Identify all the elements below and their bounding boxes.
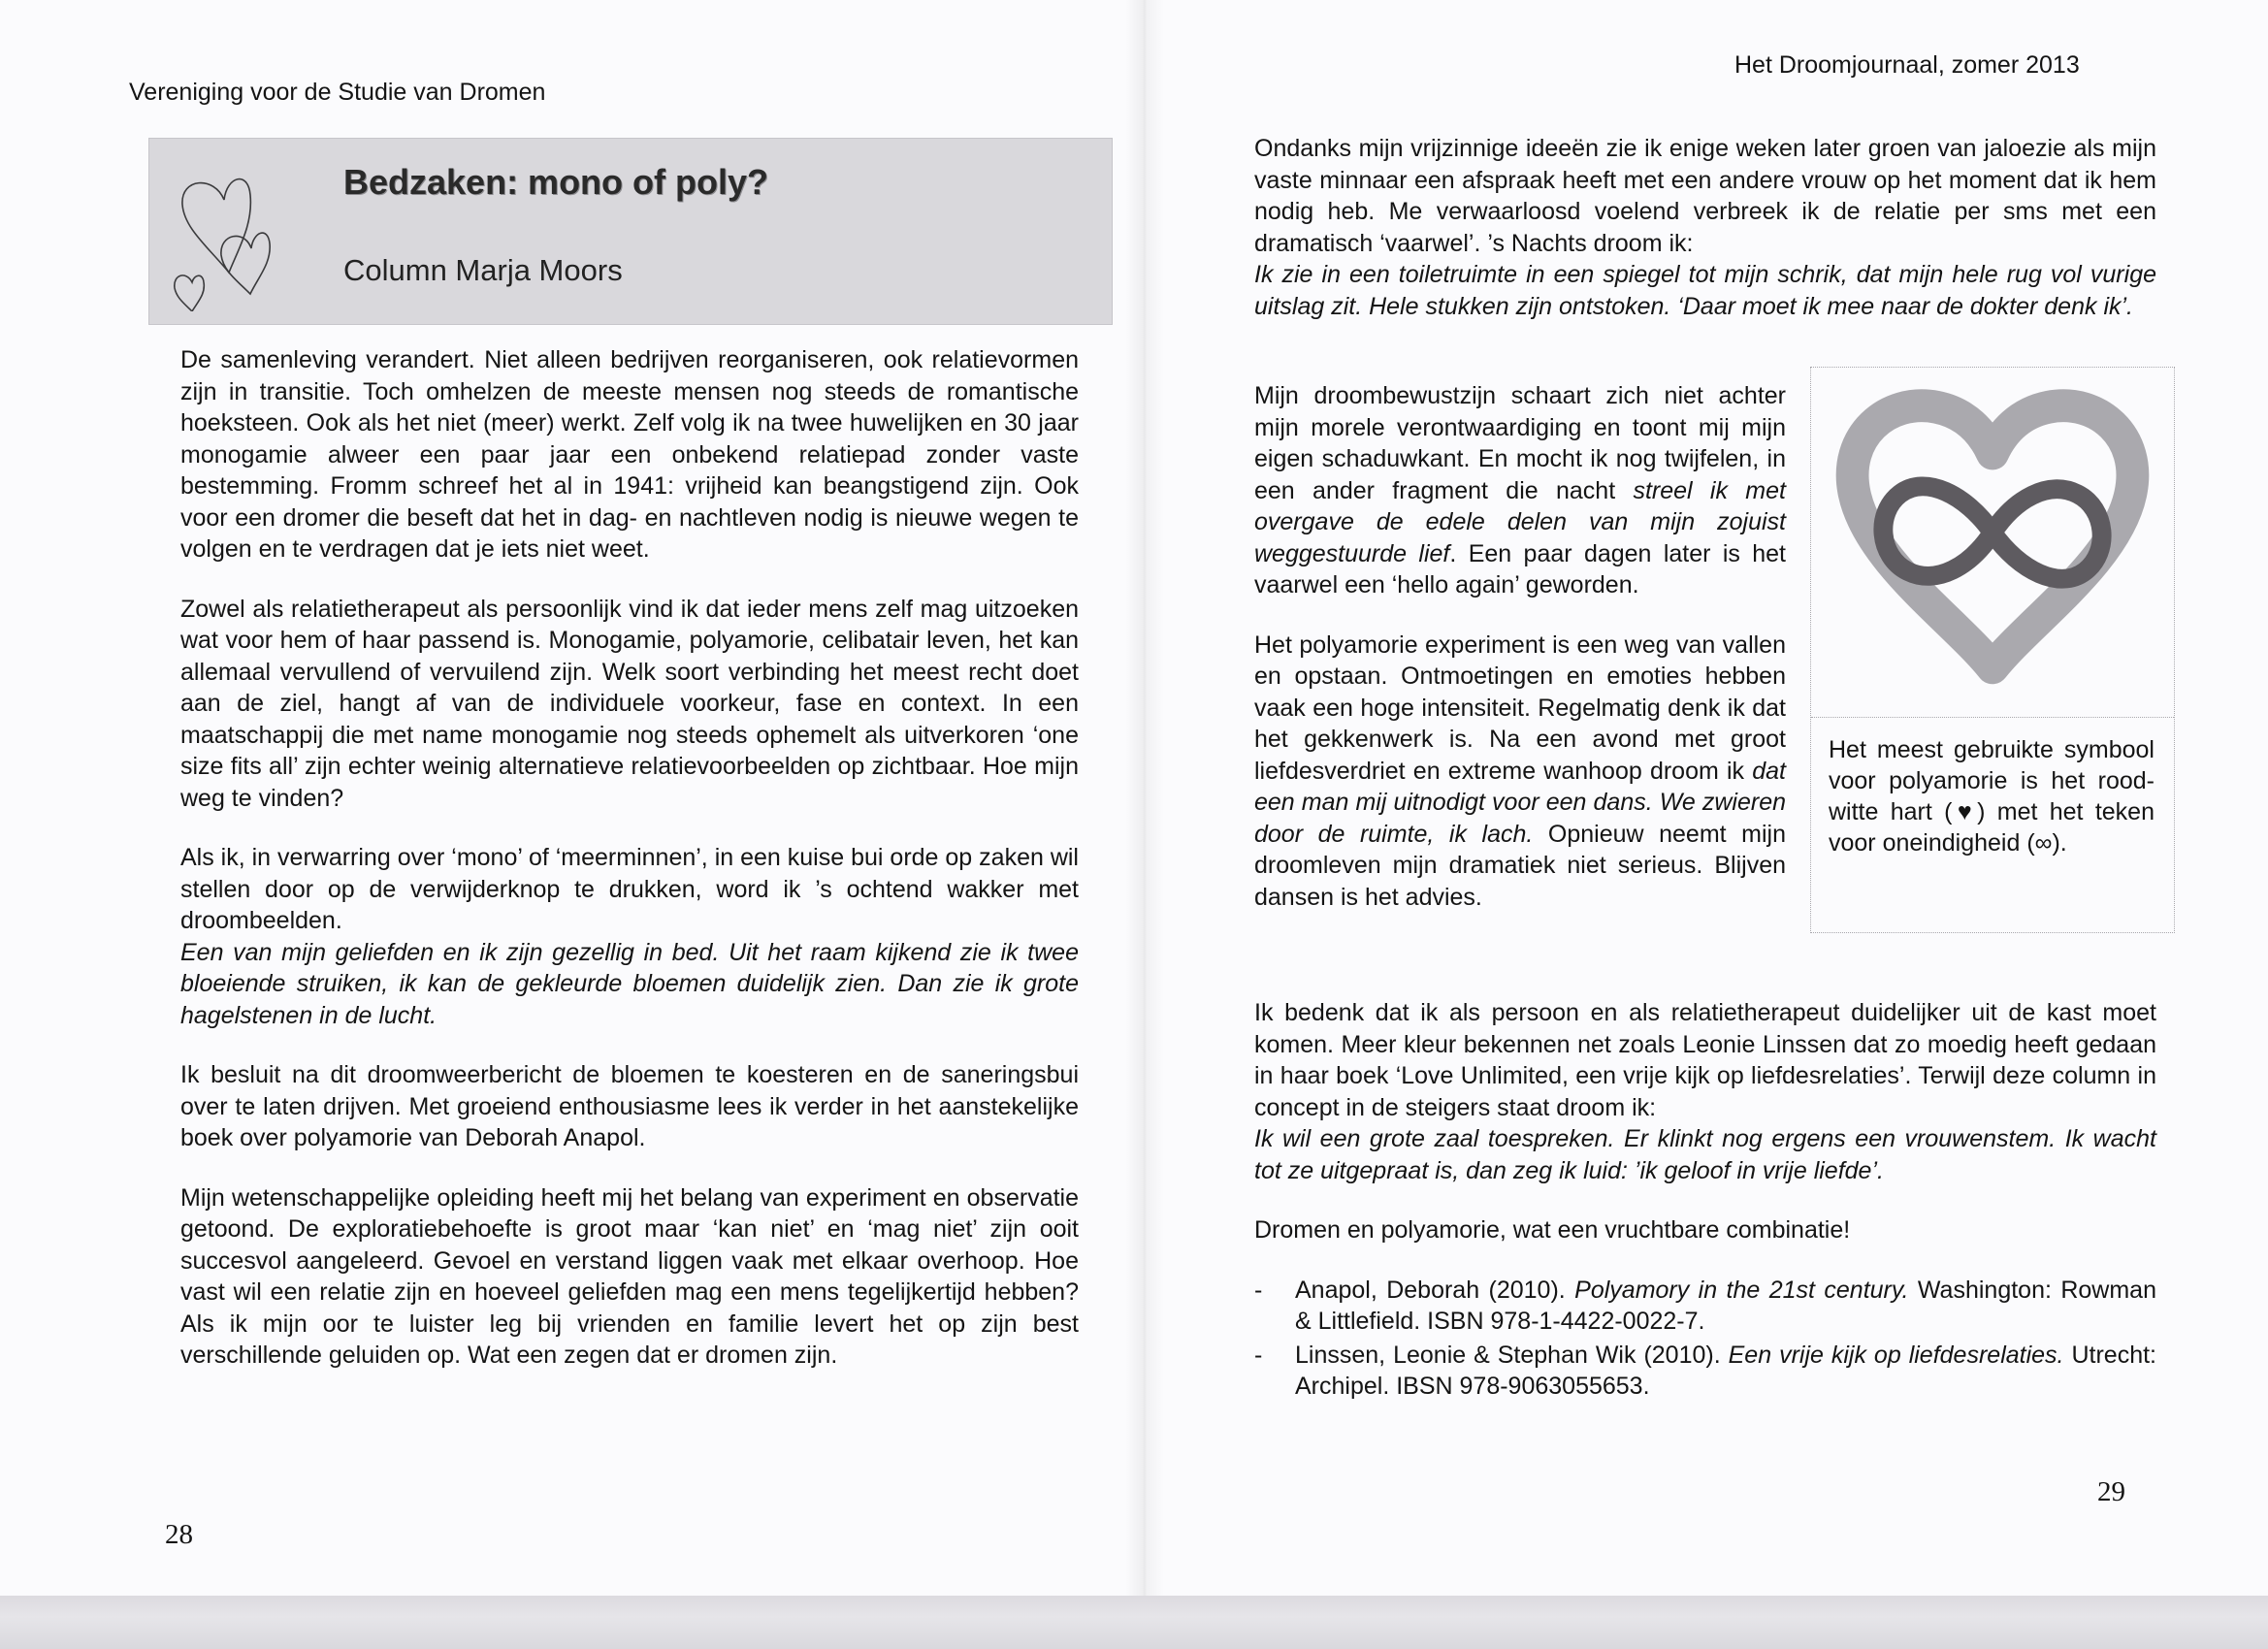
heart-infinity-icon <box>1811 368 2174 718</box>
text: Mijn droombewustzijn schaart zich niet achter mijn morele verontwaardiging en toont mij mijn eigen schaduwkant. En mocht ik nog twijfelen, in een ander fragment die nacht <box>1254 382 1786 504</box>
dream-quote: Ik zie in een toiletruimte in een spiegel tot mijn schrik, dat mijn hele rug vol vurige uitslag zit. Hele stukken zijn ontstoken. ‘Daar moet ik mee naar de dokter denk ik’. <box>1254 261 2156 320</box>
paragraph: Ik bedenk dat ik als persoon en als relatietherapeut duidelijker uit de kast moet komen. Meer kleur bekennen net zoals Leonie Linssen dat zo moedig heeft gedaan in haar boek ‘Love Unlimited, een vrije kijk op liefdesrelaties’. Terwijl deze column in concept in de steigers staat droom ik: <box>1254 999 2156 1121</box>
page-number-right: 29 <box>2097 1476 2125 1507</box>
reference-list <box>1254 1275 2156 1403</box>
dream-quote: Ik wil een grote zaal toespreken. Er klinkt nog ergens een vrouwenstem. Ik wacht tot ze uitgepraat is, dan zeg ik luid: ’ik geloof in vrije liefde’. <box>1254 1125 2156 1184</box>
paragraph <box>1254 630 1786 914</box>
polyamory-symbol-figure <box>1810 367 2175 933</box>
list-bullet: - <box>1254 1276 1263 1304</box>
paragraph: De samenleving verandert. Niet alleen bedrijven reorganiseren, ook relatievormen zijn in transitie. Toch omhelzen de meeste mensen nog steeds de romantische hoeksteen. Ook als het niet (meer) werkt. Zelf volg ik na twee huwelijken en 30 jaar monogamie alweer een paar jaar een onbekend relatiepad zonder vaste bestemming. Fromm schreef het al in 1941: vrijheid kan beangstigend zijn. Ook voor een dromer die beseft dat het in dag- en nachtleven nodig is nieuwe wegen te volgen en te verdragen dat je iets niet weet. <box>180 346 1079 563</box>
paragraph: Ondanks mijn vrijzinnige ideeën zie ik enige weken later groen van jaloezie als mijn vaste minnaar een afspraak heeft met een andere vrouw op het moment dat ik hem nodig heb. Me verwaarloosd voelend verbreek ik de relatie per sms met een dramatisch ‘vaarwel’. ’s Nachts droom ik: <box>1254 135 2156 257</box>
reference-publisher: Utrecht: Archipel. IBSN 978-9063055653. <box>1295 1341 2156 1400</box>
article-header-box <box>148 138 1113 325</box>
right-page-intro <box>1254 133 2156 350</box>
page-number-left: 28 <box>165 1519 193 1550</box>
closing-line: Dromen en polyamorie, wat een vruchtbare combinatie! <box>1254 1216 1851 1244</box>
reference-author: Anapol, Deborah (2010). <box>1295 1276 1575 1304</box>
dream-fragment: streel ik met overgave de edele delen van mijn zojuist weggestuurde lief <box>1254 476 1786 567</box>
reference-item <box>1254 1340 2156 1403</box>
right-page-closing <box>1254 997 2156 1405</box>
reference-title: Een vrije kijk op liefdesrelaties. <box>1728 1341 2064 1369</box>
article-title: Bedzaken: mono of poly? <box>343 162 769 202</box>
running-head-left: Vereniging voor de Studie van Dromen <box>129 79 546 106</box>
paragraph: Zowel als relatietherapeut als persoonlijk vind ik dat ieder mens zelf mag uitzoeken wat voor hem of haar passend is. Monogamie, polyamorie, celibatair leven, het kan allemaal vervullend of vervuilend zijn. Welk soort verbinding het meest recht doet aan de ziel, hangt af van de individuele voorkeur, fase en context. In een maatschappij die met name monogamie nog steeds ophemelt als uitverkoren ‘one size fits all’ zijn echter weinig alternatieve relatievoorbeelden op zichtbaar. Hoe mijn weg te vinden? <box>180 595 1079 812</box>
paragraph: Als ik, in verwarring over ‘mono’ of ‘meerminnen’, in een kuise bui orde op zaken wil stellen door op de verwijderknop te drukken, word ik ’s ochtend wakker met droombeelden. <box>180 844 1079 934</box>
reference-author: Linssen, Leonie & Stephan Wik (2010). <box>1295 1341 1729 1369</box>
reference-title: Polyamory in the 21st century. <box>1574 1276 1909 1304</box>
right-page-column <box>1254 380 1786 941</box>
text: Opnieuw neemt mijn droomleven mijn dramatiek niet serieus. Blijven dansen is het advies. <box>1254 820 1786 911</box>
text: Het polyamorie experiment is een weg van vallen en opstaan. Ontmoetingen en emoties hebben vaak een hoge intensiteit. Regelmatig denk ik dat het gekkenwerk is. Na een avond met groot liefdesverdriet en extreme wanhoop droom ik <box>1254 630 1786 785</box>
reference-publisher: Washington: Rowman & Littlefield. ISBN 978-1-4422-0022-7. <box>1295 1276 2156 1335</box>
paragraph: Mijn wetenschappelijke opleiding heeft mij het belang van experiment en observatie getoond. De exploratiebehoefte is groot maar ‘kan niet’ en ‘mag niet’ zijn ooit succesvol aangeleerd. Gevoel en verstand liggen vaak met elkaar overhoop. Hoe vast wil een relatie zijn en hoeveel geliefden mag een mens tegelijkertijd hebben? Als ik mijn oor te luister leg bij vrienden en familie levert het op zijn best verschillende geluiden op. Wat een zegen dat er dromen zijn. <box>180 1183 1079 1369</box>
article-byline: Column Marja Moors <box>343 253 623 287</box>
list-bullet: - <box>1254 1341 1263 1369</box>
text: . Een paar dagen later is het vaarwel een ‘hello again’ geworden. <box>1254 539 1786 598</box>
dream-fragment: dat een man mij uitnodigt voor een dans. We zwieren door de ruimte, ik lach. <box>1254 757 1786 848</box>
paragraph <box>1254 380 1786 601</box>
dream-quote: Een van mijn geliefden en ik zijn gezellig in bed. Uit het raam kijkend zie ik twee bloeiende struiken, ik kan de gekleurde bloemen duidelijk zien. Dan zie ik grote hagelstenen in de lucht. <box>180 938 1079 1029</box>
running-head-right: Het Droomjournaal, zomer 2013 <box>1734 51 2080 79</box>
reference-item <box>1254 1275 2156 1338</box>
paragraph: Ik besluit na dit droomweerbericht de bloemen te koesteren en de saneringsbui over te laten drijven. Met groeiend enthousiasme lees ik verder in het aanstekelijke boek over polyamorie van Deborah Anapol. <box>180 1061 1079 1151</box>
hearts-icon <box>171 156 307 311</box>
left-page-body <box>180 344 1079 1400</box>
figure-caption: Het meest gebruikte symbool voor polyamorie is het rood-witte hart (♥) met het teken voor oneindigheid (∞). <box>1829 736 2155 857</box>
page-gutter <box>1125 0 1164 1596</box>
scan-bottom-edge <box>0 1596 2268 1649</box>
